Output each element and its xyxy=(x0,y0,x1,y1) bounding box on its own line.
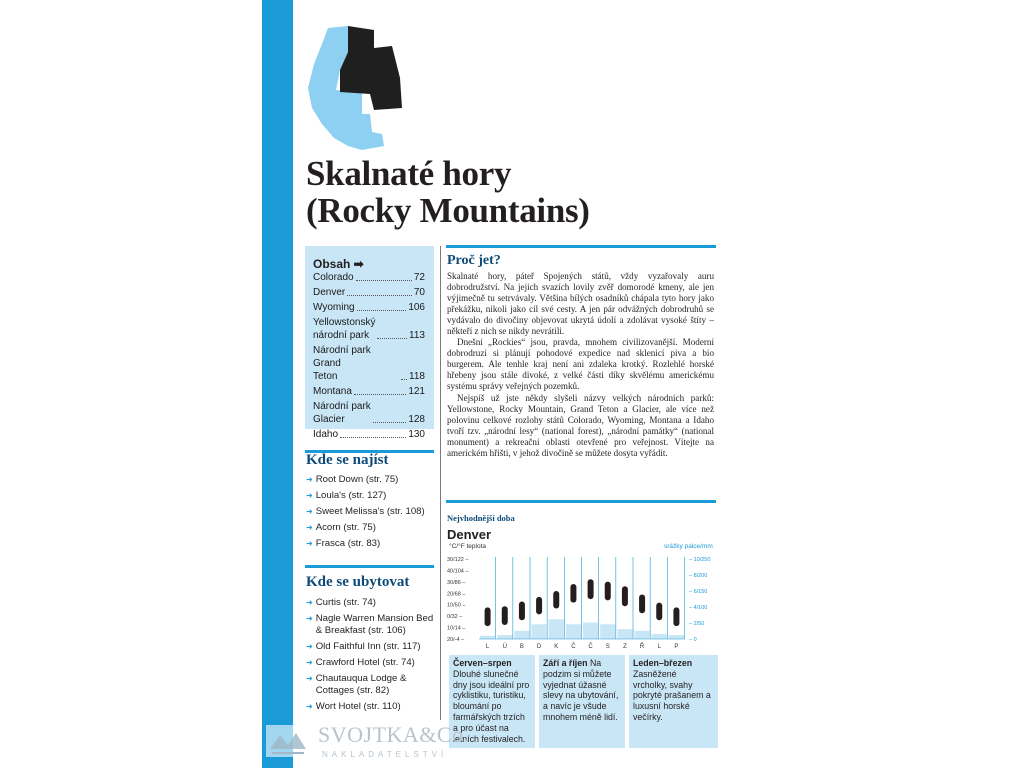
temperature-tick-label: 20/-4 – xyxy=(447,637,465,643)
why-paragraph-1: Skalnaté hory, páteř Spojených států, vždy vyzařovaly auru dobrodružství. Na jejich svazích lovily zvěř domorodé kmeny, ale jen výjimečně tu setrvávaly. Většina bílých osadníků chápala tyto hory jako překážku, nikoli jako cíl své cesty. A jen pár odvážných dobrodruhů se vydávalo do divočiny objevovat ukrytá údolí a zdolávat vysoké štíty – někteří z nich se nikdy nevrátili. xyxy=(447,271,714,336)
rainfall-bar xyxy=(566,624,581,639)
sleep-list-item-label: Chautauqua Lodge & Cottages (str. 82) xyxy=(315,673,407,696)
eat-list-item-label: Acorn (str. 75) xyxy=(315,522,376,533)
temperature-tick-label: 10/14 – xyxy=(447,625,466,632)
eat-list-item[interactable] xyxy=(306,474,438,486)
arrow-icon: ➜ xyxy=(306,475,313,484)
climate-section-rule xyxy=(446,500,716,503)
contents-item[interactable] xyxy=(313,286,425,299)
chapter-title-line2: (Rocky Mountains) xyxy=(306,191,590,230)
temperature-bar xyxy=(622,586,628,606)
temperature-tick-label: 20/68 – xyxy=(447,591,466,598)
contents-item-page: 106 xyxy=(408,302,425,313)
contents-item[interactable] xyxy=(313,344,425,383)
contents-item-name: Denver xyxy=(313,287,346,298)
rainfall-bar xyxy=(497,635,512,639)
arrow-icon: ➜ xyxy=(306,523,313,532)
temperature-tick-label: 30/86 – xyxy=(447,579,466,586)
sleep-list-item[interactable] xyxy=(306,613,438,637)
contents-item-leader xyxy=(401,379,407,380)
temperature-bar xyxy=(519,602,525,621)
contents-item-leader xyxy=(347,295,412,296)
contents-item-name: Wyoming xyxy=(313,302,355,313)
why-body xyxy=(447,271,714,459)
rainfall-bar xyxy=(549,619,564,639)
contents-list xyxy=(313,271,425,443)
season-panels xyxy=(449,655,716,748)
month-label: D xyxy=(536,644,542,650)
contents-item-name: Národní park Glacier xyxy=(313,401,371,425)
temperature-bar xyxy=(485,607,491,626)
publisher-subtitle: NAKLADATELSTVÍ xyxy=(322,750,448,759)
eat-list-item[interactable] xyxy=(306,506,438,518)
sleep-list-item-label: Crawford Hotel (str. 74) xyxy=(315,657,415,668)
rainfall-bar xyxy=(617,629,632,639)
month-label: K xyxy=(554,644,559,650)
contents-item-page: 121 xyxy=(408,386,425,397)
contents-item-page: 70 xyxy=(413,287,425,298)
rainfall-bar xyxy=(583,623,598,639)
arrow-icon: ➜ xyxy=(306,598,313,607)
arrow-icon: ➜ xyxy=(306,491,313,500)
climate-chart xyxy=(447,551,717,651)
why-paragraph-2: Dnešní „Rockies“ jsou, pravda, mnohem civilizovanější. Moderní dobrodruzi si plánují pohodové expedice nad sklenicí piva a bio burgerem. Ale tenhle kraj není ani zdaleka krotký. Rozlehlé horské hřebeny jsou stále divoké, z velké části díky skvělému americkému systému správy veřejných pozemků. xyxy=(447,337,714,392)
season-panel-text: Dlouhé slunečné dny jsou ideální pro cyklistiku, turistiku, bloumání po farmářských trzích a pro účast na letních festivalech. xyxy=(453,668,530,744)
sleep-list-item[interactable] xyxy=(306,701,438,713)
rainfall-tick-label: – 4/100 xyxy=(689,605,708,611)
eat-heading: Kde se najíst xyxy=(306,452,389,468)
contents-item[interactable] xyxy=(313,400,425,426)
month-label: Č xyxy=(571,644,576,650)
contents-item[interactable] xyxy=(313,316,425,342)
climate-city: Denver xyxy=(447,527,492,542)
contents-item-name: Colorado xyxy=(313,272,354,283)
contents-item-leader xyxy=(357,310,407,311)
season-panel-title: Červen–srpen xyxy=(453,658,512,668)
contents-item-leader xyxy=(356,280,412,281)
rainfall-bar xyxy=(635,631,650,639)
temperature-tick-label: 40/104 – xyxy=(447,568,469,575)
month-label: Z xyxy=(623,644,627,650)
month-label: S xyxy=(605,644,610,650)
temperature-tick-label: 0/32 – xyxy=(447,614,463,621)
contents-item[interactable] xyxy=(313,428,425,441)
rainfall-bar xyxy=(514,631,529,639)
why-section-rule xyxy=(446,245,716,248)
page-edge-strip xyxy=(262,0,293,768)
rainfall-tick-label: – 0 xyxy=(689,637,697,643)
contents-item-name: Idaho xyxy=(313,429,339,440)
chapter-title-line1: Skalnaté hory xyxy=(306,154,512,193)
arrow-icon: ➜ xyxy=(306,507,313,516)
arrow-icon: ➜ xyxy=(306,642,313,651)
month-label: P xyxy=(674,644,679,650)
temperature-bar xyxy=(639,594,645,613)
contents-item[interactable] xyxy=(313,271,425,284)
rainfall-bar xyxy=(532,624,547,639)
publisher-watermark xyxy=(266,718,470,766)
month-label: L xyxy=(657,644,661,650)
eat-list-item-label: Loula's (str. 127) xyxy=(315,490,387,501)
sleep-list-item[interactable] xyxy=(306,597,438,609)
contents-item[interactable] xyxy=(313,385,425,398)
rainfall-bar xyxy=(480,636,495,639)
contents-item-leader xyxy=(340,437,406,438)
sleep-list-item-label: Curtis (str. 74) xyxy=(315,597,376,608)
rainfall-bar xyxy=(669,635,684,639)
contents-item-page: 128 xyxy=(408,414,425,425)
contents-item-leader xyxy=(354,394,406,395)
season-panel-text: Na podzim si můžete vyjednat úžasné slevy na ubytování, a navíc je všude mnohem méně lidí. xyxy=(543,658,619,722)
eat-list-item-label: Sweet Melissa's (str. 108) xyxy=(315,506,425,517)
month-label: L xyxy=(485,644,490,650)
arrow-icon: ➜ xyxy=(306,614,313,623)
sleep-section-rule xyxy=(305,565,434,568)
season-panel xyxy=(539,655,625,748)
rainfall-tick-label: – 8/200 xyxy=(689,573,708,579)
why-paragraph-3: Nejspíš už jste někdy slyšeli názvy velkých národních parků: Yellowstone, Rocky Mountain, Grand Teton a Glacier, ale více než polovinu celkové rozlohy států Colorado, Wyoming, Montana a Idaho tvoří tzv. „národní lesy“ (national forest), „národní památky“ (national monument) a rekreační oblasti otevřené pro veřejnost. Vítejte na americkém hřišti, v jehož divočině se můžete dosyta vyřádit. xyxy=(447,392,714,458)
contents-item-leader xyxy=(377,338,407,339)
arrow-icon: ➜ xyxy=(306,674,313,683)
contents-item-page: 118 xyxy=(409,371,425,382)
temperature-bar xyxy=(588,579,594,599)
rainfall-bar xyxy=(600,624,615,639)
season-panel-text: Zasněžené vrcholky, svahy pokryté prašanem a luxusní horské večírky. xyxy=(633,668,711,722)
temperature-axis-label: °C/°F teplota xyxy=(449,543,486,550)
eat-list-item[interactable] xyxy=(306,538,438,550)
temperature-bar xyxy=(536,597,542,615)
rainfall-bar xyxy=(652,634,667,639)
temperature-bar xyxy=(553,591,559,609)
contents-heading: Obsah ➡ xyxy=(313,257,364,271)
sleep-list xyxy=(306,597,438,717)
best-time-heading: Nejvhodnější doba xyxy=(447,513,515,523)
contents-item-page: 72 xyxy=(413,272,425,283)
contents-item[interactable] xyxy=(313,301,425,314)
season-panel-title: Září a říjen xyxy=(543,658,588,668)
locator-map xyxy=(300,22,420,156)
sleep-heading: Kde se ubytovat xyxy=(306,574,410,590)
arrow-icon: ➜ xyxy=(306,702,313,711)
temperature-tick-label: 10/50 – xyxy=(447,602,466,609)
chapter-title xyxy=(306,155,706,229)
contents-item-name: Národní park Grand Teton xyxy=(313,345,371,382)
rainfall-tick-label: – 6/150 xyxy=(689,589,708,595)
eat-list-item-label: Frasca (str. 83) xyxy=(315,538,381,549)
eat-list-item[interactable] xyxy=(306,490,438,502)
arrow-icon: ➜ xyxy=(306,539,313,548)
temperature-bar xyxy=(605,582,611,601)
month-label: Ú xyxy=(502,644,507,650)
rainfall-tick-label: – 2/50 xyxy=(689,621,705,627)
sleep-list-item[interactable] xyxy=(306,657,438,669)
month-label: Č xyxy=(588,644,593,650)
temperature-tick-label: 30/122 – xyxy=(447,557,469,563)
publisher-name: SVOJTKA&Co. xyxy=(318,722,470,747)
temperature-bar xyxy=(656,603,662,621)
temperature-bar xyxy=(673,607,679,626)
sleep-list-item[interactable] xyxy=(306,641,438,653)
temperature-bar xyxy=(502,606,508,625)
season-panel-title: Leden–březen xyxy=(633,658,693,668)
temperature-bar xyxy=(570,584,576,603)
month-label: B xyxy=(519,644,524,650)
sleep-list-item[interactable] xyxy=(306,673,438,697)
publisher-logo-icon xyxy=(266,725,310,757)
sleep-list-item-label: Wort Hotel (str. 110) xyxy=(315,701,401,712)
eat-list-item-label: Root Down (str. 75) xyxy=(315,474,399,485)
why-heading: Proč jet? xyxy=(447,253,501,268)
arrow-icon: ➜ xyxy=(306,658,313,667)
column-divider xyxy=(440,246,441,720)
eat-list xyxy=(306,474,438,554)
contents-item-name: Yellowstonský národní park xyxy=(313,317,376,341)
contents-item-page: 113 xyxy=(409,330,425,341)
sleep-list-item-label: Nagle Warren Mansion Bed & Breakfast (str. 106) xyxy=(315,613,434,636)
sleep-list-item-label: Old Faithful Inn (str. 117) xyxy=(315,641,421,652)
rainfall-tick-label: – 10/250 xyxy=(689,557,711,563)
eat-list-item[interactable] xyxy=(306,522,438,534)
month-label: Ř xyxy=(639,644,645,650)
contents-item-page: 130 xyxy=(408,429,425,440)
season-panel xyxy=(629,655,718,748)
contents-item-leader xyxy=(373,422,407,423)
contents-item-name: Montana xyxy=(313,386,352,397)
rainfall-axis-label: srážky palce/mm xyxy=(664,543,713,550)
